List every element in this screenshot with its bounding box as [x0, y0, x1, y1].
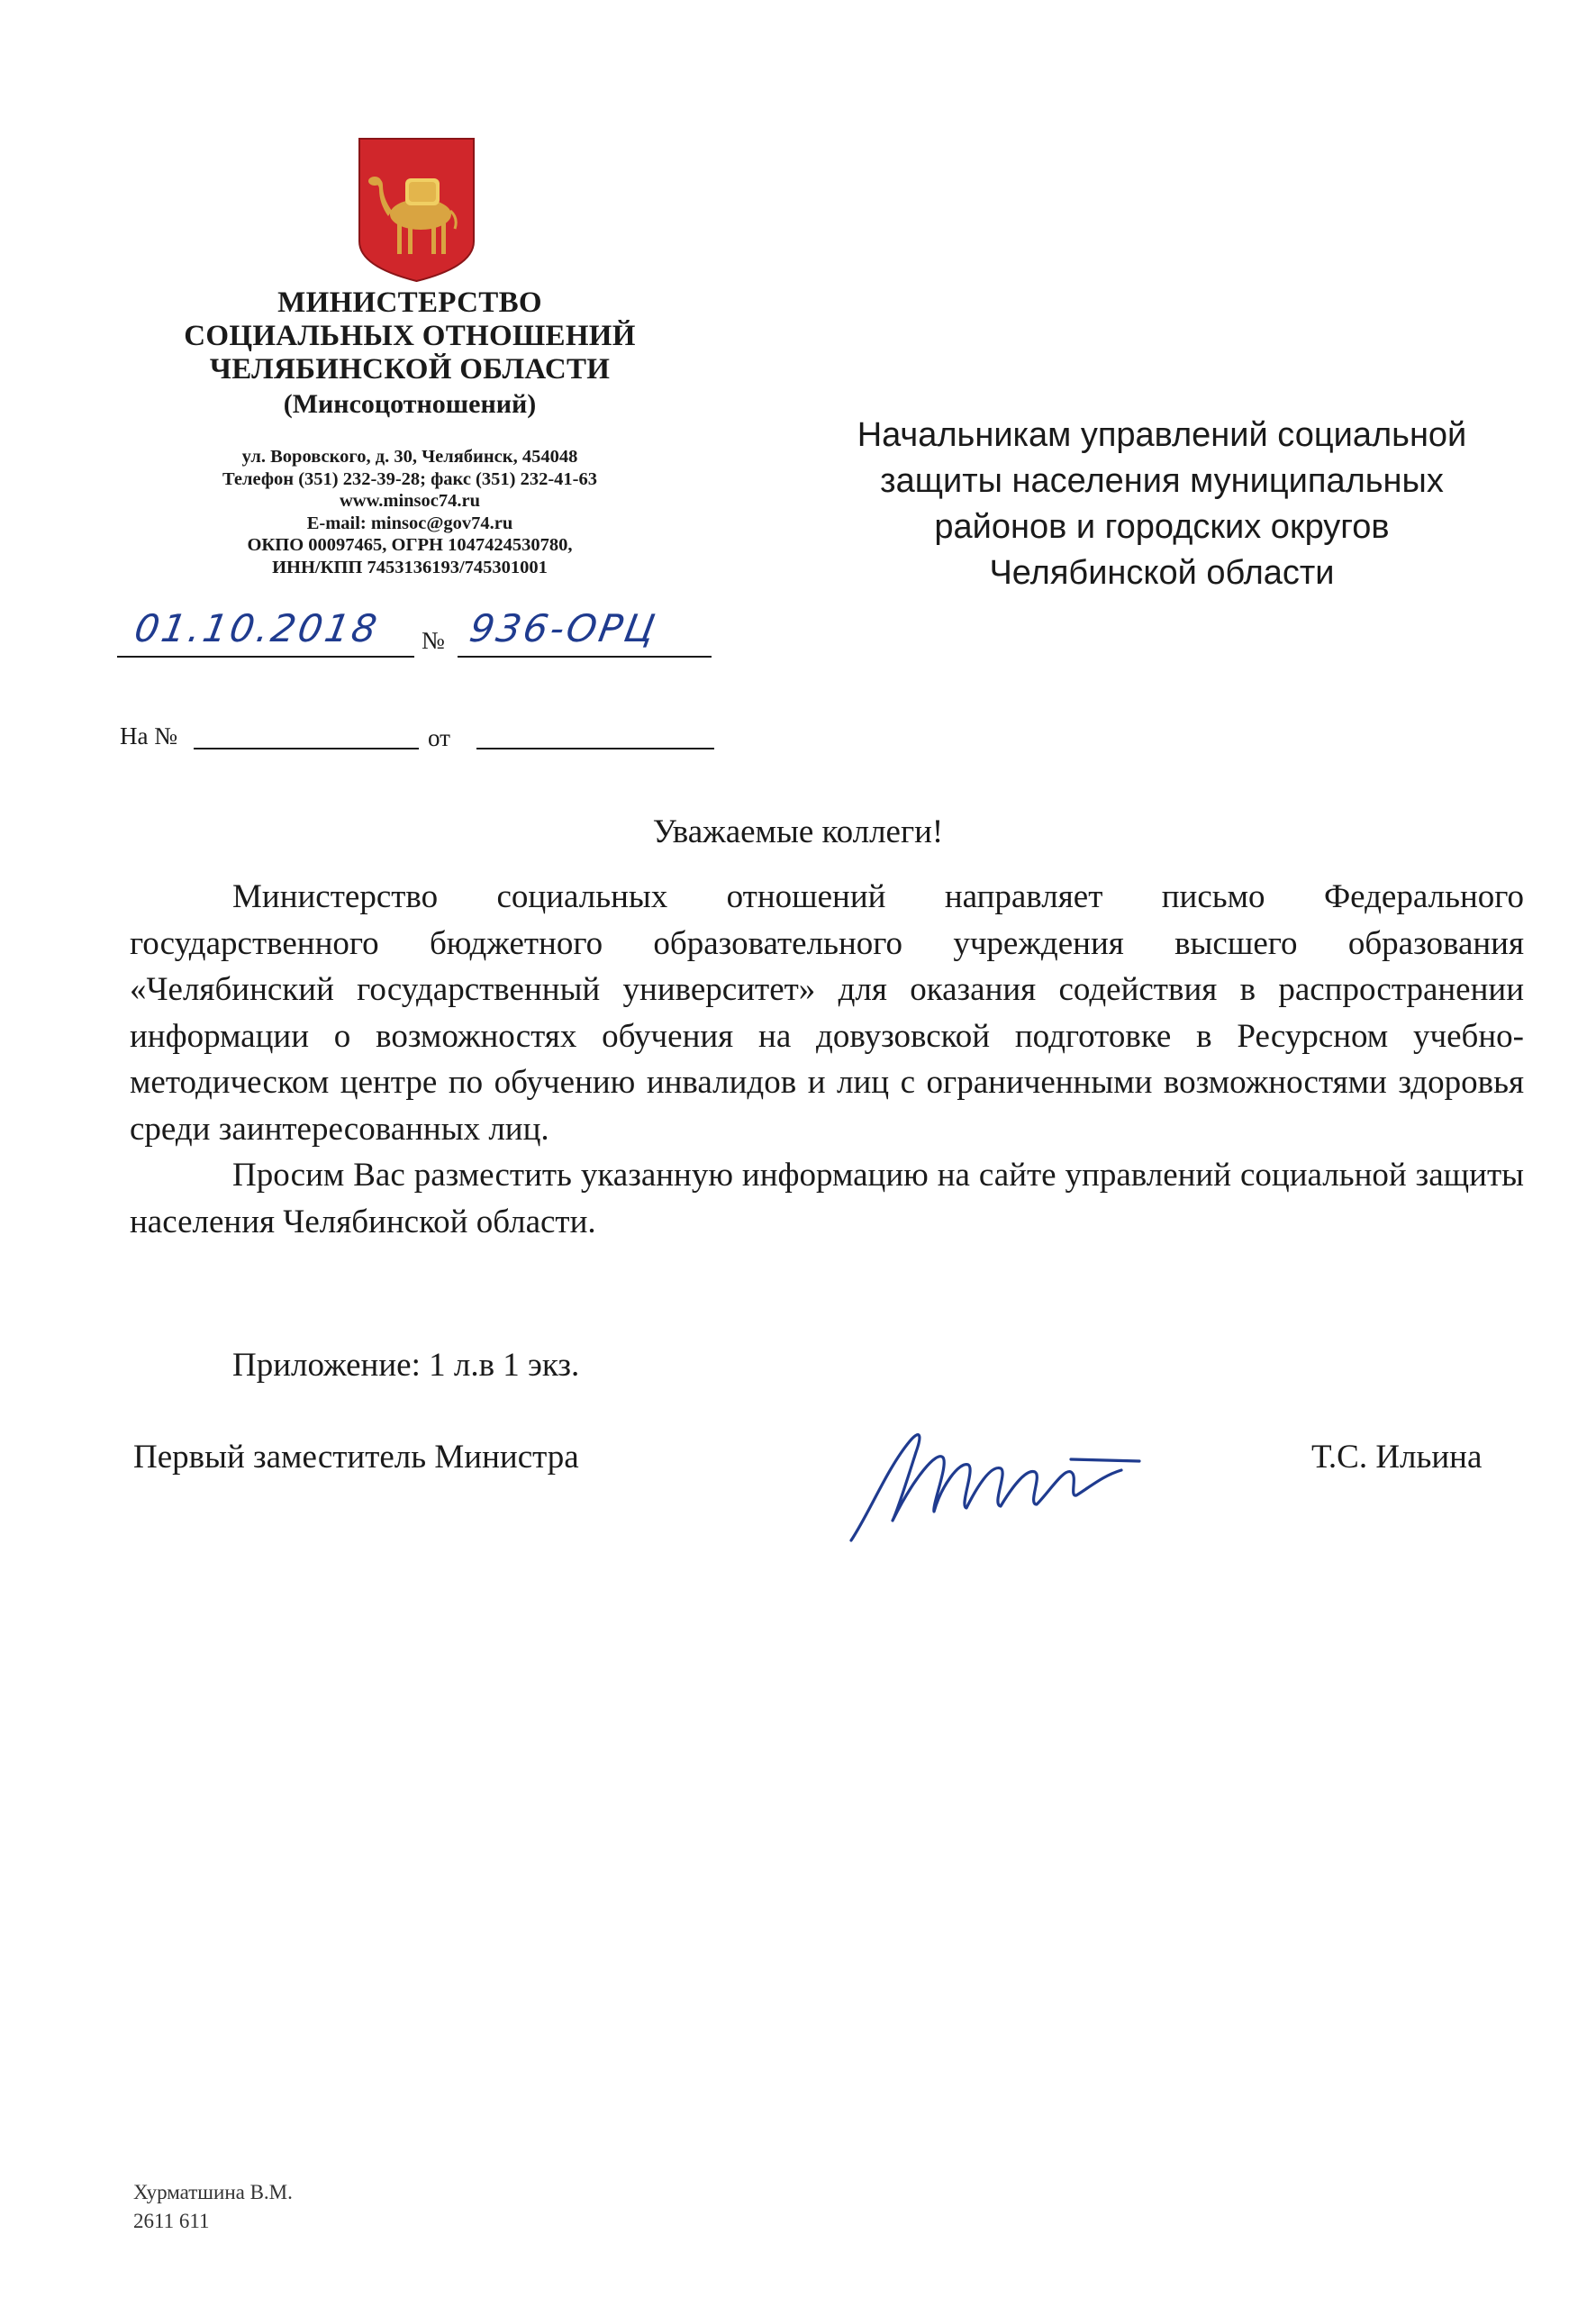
performer-block — [133, 2178, 293, 2236]
reference-line — [120, 719, 714, 755]
ministry-okpo-ogrn: ОКПО 00097465, ОГРН 1047424530780, — [247, 535, 573, 555]
letter-body — [130, 874, 1524, 1245]
signatory-name: Т.С. Ильина — [1311, 1439, 1483, 1476]
ministry-name-line: МИНИСТЕРСТВО — [277, 286, 542, 319]
ministry-email: E-mail: minsoc@gov74.ru — [306, 513, 513, 533]
addressee-line: защиты населения муниципальных — [880, 462, 1444, 500]
ministry-inn-kpp: ИНН/КПП 7453136193/745301001 — [272, 557, 548, 577]
ministry-contacts — [117, 446, 703, 578]
addressee-line: Начальникам управлений социальной — [857, 416, 1467, 454]
reference-date-field — [476, 719, 714, 749]
performer-name: Хурматшина В.М. — [133, 2181, 293, 2203]
body-paragraph: Просим Вас разместить указанную информацию на сайте управлений социальной защиты населения Челябинской области. — [130, 1157, 1524, 1240]
registration-date: 01.10.2018 — [131, 606, 383, 650]
signatory-position: Первый заместитель Министра — [133, 1439, 579, 1476]
attachment-note: Приложение: 1 л.в 1 экз. — [232, 1347, 580, 1384]
addressee-line: Челябинской области — [989, 554, 1335, 592]
ministry-website: www.minsoc74.ru — [339, 491, 481, 511]
body-paragraph: Министерство социальных отношений направляет письмо Федерального государственного бюджетного образовательного учреждения высшего образования «Челябинский государственный университет» для оказания содействия в распространении информации о возможностях обучения на довузовской подготовке в Ресурсном учебно-методическом центре по обучению инвалидов и лиц с ограниченными возможностями здоровья среди заинтересованных лиц. — [130, 878, 1524, 1148]
registration-number: 936-ОРЦ — [466, 606, 661, 650]
reference-number-field — [194, 719, 419, 749]
performer-phone: 2611 611 — [133, 2210, 210, 2232]
registration-number-field — [458, 602, 712, 658]
ministry-name-line: СОЦИАЛЬНЫХ ОТНОШЕНИЙ — [184, 320, 636, 352]
number-sign: № — [422, 627, 445, 654]
addressee-block — [838, 413, 1486, 596]
handwritten-signature — [833, 1405, 1171, 1558]
registration-line — [117, 602, 712, 661]
ministry-name-line: ЧЕЛЯБИНСКОЙ ОБЛАСТИ — [209, 353, 611, 386]
coat-of-arms-icon — [356, 135, 477, 284]
ministry-header — [117, 286, 703, 578]
ministry-phone: Телефон (351) 232-39-28; факс (351) 232-41-63 — [222, 468, 597, 489]
ministry-short-name: (Минсоцотношений) — [283, 389, 537, 419]
ministry-address: ул. Воровского, д. 30, Челябинск, 454048 — [241, 447, 578, 467]
registration-date-field — [117, 602, 414, 658]
greeting: Уважаемые коллеги! — [652, 813, 944, 850]
reference-from-label: от — [428, 724, 450, 751]
reference-label: На № — [120, 722, 177, 749]
addressee-line: районов и городских округов — [934, 508, 1390, 546]
